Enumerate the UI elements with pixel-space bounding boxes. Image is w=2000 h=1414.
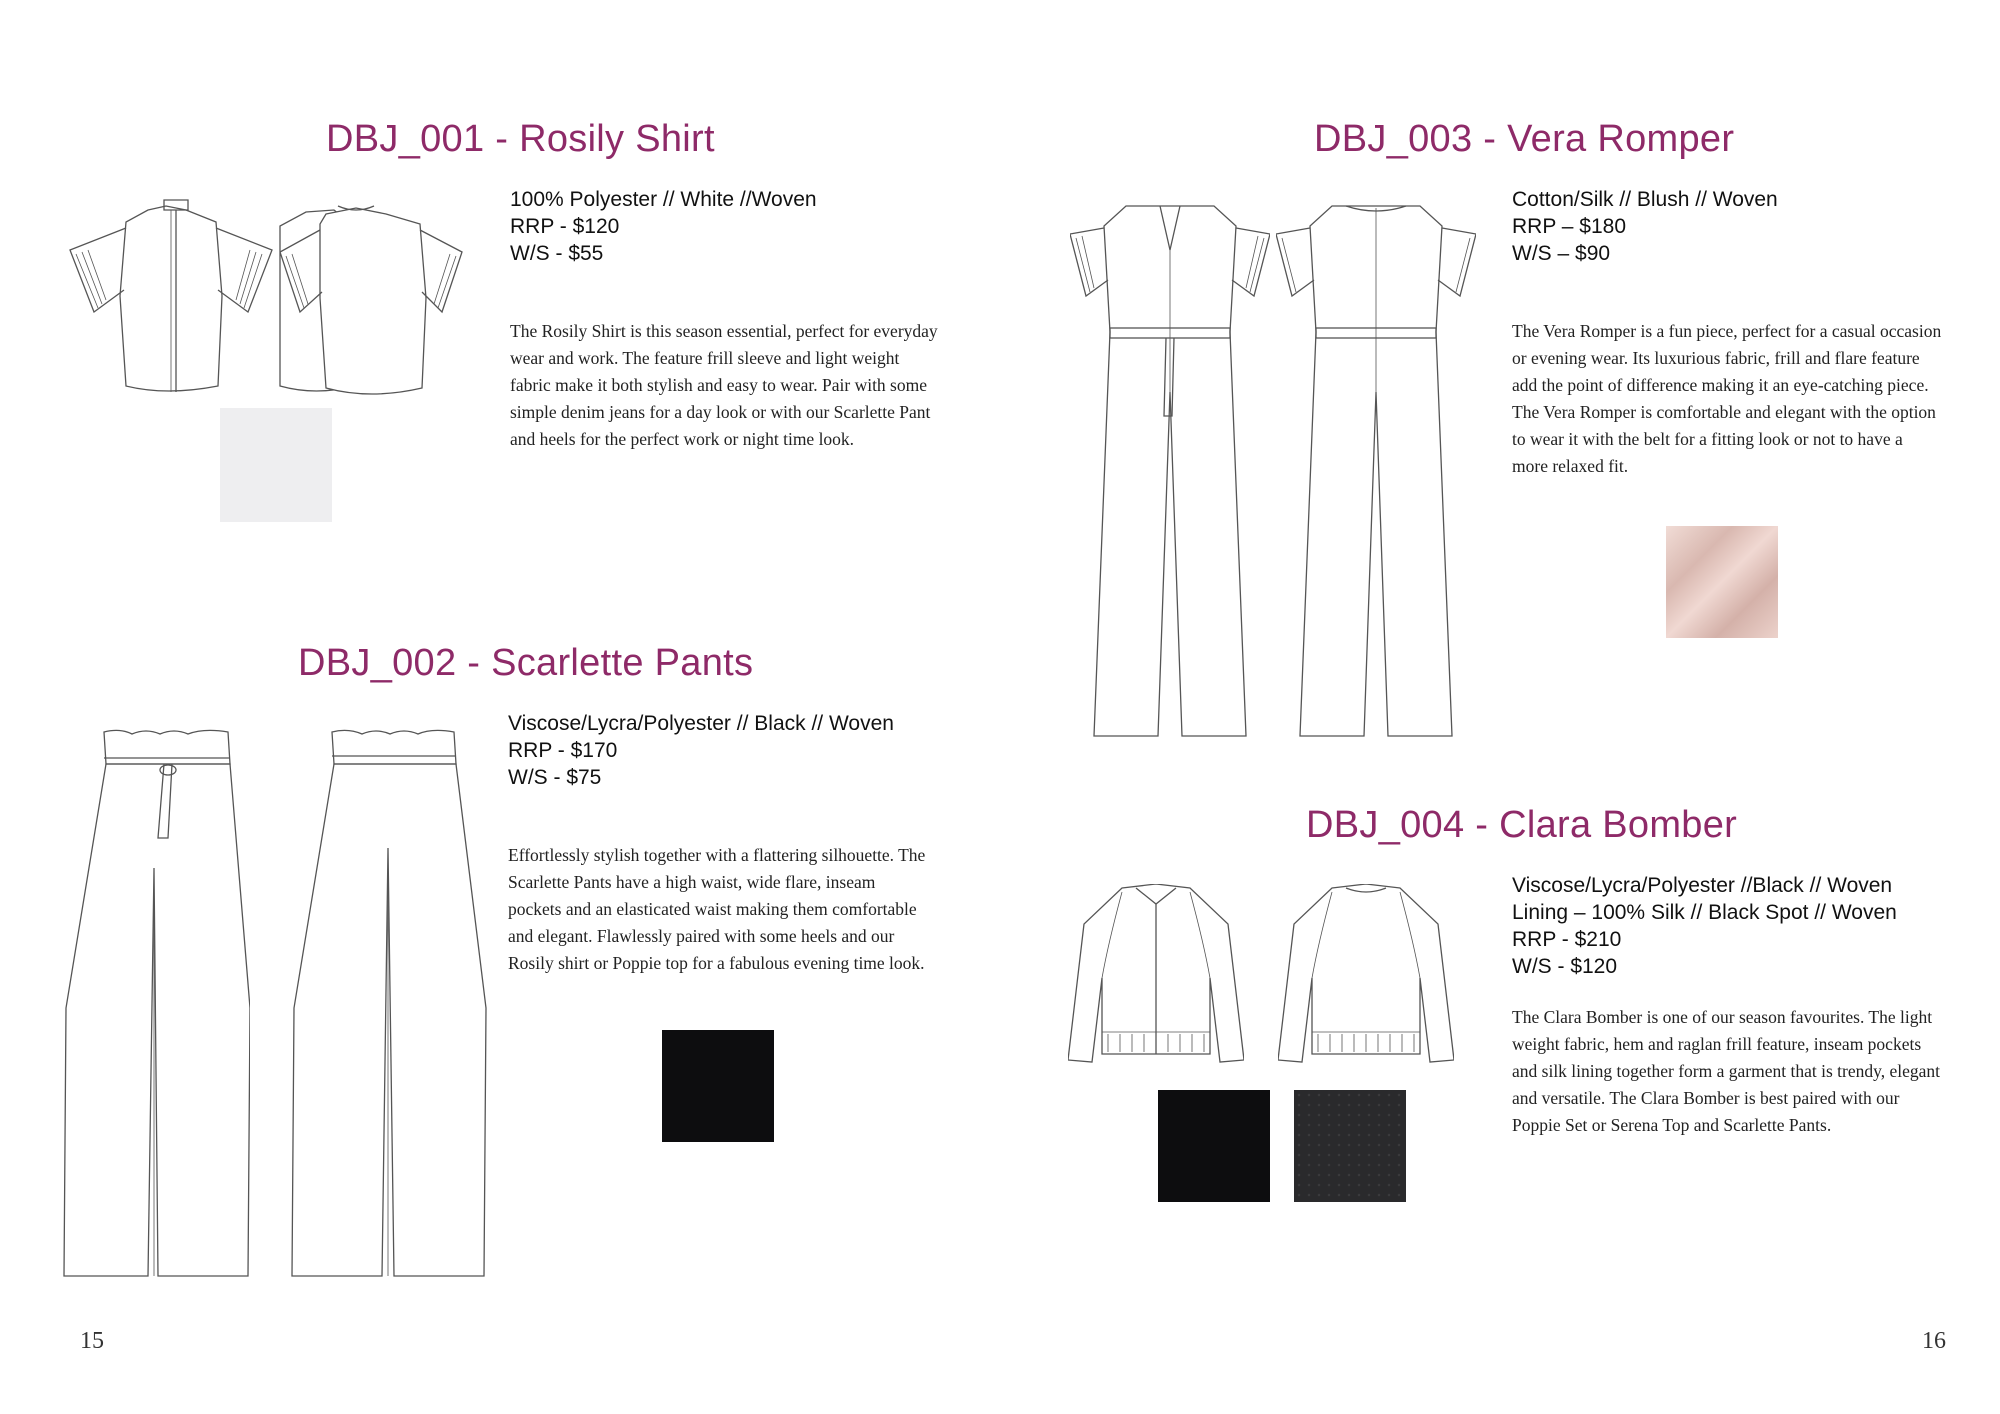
vera-romper-wholesale: W/S – $90 <box>1512 242 1611 265</box>
clara-bomber-description: The Clara Bomber is one of our season favourites. The light weight fabric, hem and raglan frill feature, inseam pockets and silk lining together form a garment that is trendy, elegant and versatile. The Clara Bomber is best paired with our Poppie Set or Serena Top and Scarlette Pants. <box>1512 1007 1940 1135</box>
black-fabric-swatch-clara <box>1158 1090 1270 1202</box>
product-title-scarlette-pants: DBJ_002 - Scarlette Pants <box>298 642 754 684</box>
scarlette-pants-rrp: RRP - $170 <box>508 739 618 762</box>
page-number-right: 16 <box>1922 1328 1946 1354</box>
clara-bomber-wholesale: W/S - $120 <box>1512 955 1618 978</box>
clara-bomber-lining: Lining – 100% Silk // Black Spot // Woven <box>1512 901 1897 924</box>
scarlette-pants-description: Effortlessly stylish together with a flattering silhouette. The Scarlette Pants have a high waist, wide flare, inseam pockets and an elasticated waist making them comfortable and elegant. Flawlessly paired with some heels and our Rosily shirt or Poppie top for a fabulous evening time look. <box>508 845 926 973</box>
vera-romper-fabric: Cotton/Silk // Blush // Woven <box>1512 188 1778 211</box>
clara-bomber-fabric: Viscose/Lycra/Polyester //Black // Woven <box>1512 874 1893 897</box>
rosily-shirt-back-sketch <box>280 200 480 400</box>
rosily-shirt-specs <box>510 186 817 267</box>
scarlette-pants-specs <box>508 710 894 791</box>
product-title-clara-bomber: DBJ_004 - Clara Bomber <box>1306 804 1738 846</box>
scarlette-pants-wholesale: W/S - $75 <box>508 766 602 789</box>
vera-romper-rrp: RRP – $180 <box>1512 215 1627 238</box>
product-title-rosily-shirt: DBJ_001 - Rosily Shirt <box>326 118 715 160</box>
vera-romper-front-sketch <box>1070 196 1270 742</box>
rosily-shirt-fabric: 100% Polyester // White //Woven <box>510 188 817 211</box>
rosily-shirt-rrp: RRP - $120 <box>510 215 620 238</box>
clara-bomber-front-sketch <box>1068 884 1244 1070</box>
clara-bomber-rrp: RRP - $210 <box>1512 928 1622 951</box>
clara-bomber-back-sketch <box>1278 884 1454 1070</box>
vera-romper-description: The Vera Romper is a fun piece, perfect for a casual occasion or evening wear. Its luxurious fabric, frill and flare feature add the point of difference making it an eye-catching piece. The Vera Romper is comfortable and elegant with the option to wear it with the belt for a fitting look or not to have a more relaxed fit. <box>1512 321 1942 476</box>
vera-romper-back-sketch <box>1276 196 1476 742</box>
scarlette-pants-fabric: Viscose/Lycra/Polyester // Black // Woven <box>508 712 894 735</box>
blush-fabric-swatch <box>1666 526 1778 638</box>
black-fabric-swatch-scarlette <box>662 1030 774 1142</box>
product-title-vera-romper: DBJ_003 - Vera Romper <box>1314 118 1735 160</box>
rosily-shirt-description: The Rosily Shirt is this season essential, perfect for everyday wear and work. The feature frill sleeve and light weight fabric make it both stylish and easy to wear. Pair with some simple denim jeans for a day look or with our Scarlette Pant and heels for the perfect work or night time look. <box>510 321 938 449</box>
black-spot-lining-swatch <box>1294 1090 1406 1202</box>
scarlette-pants-back-sketch <box>290 728 490 1280</box>
scarlette-pants-front-sketch <box>60 728 250 1280</box>
page-number-left: 15 <box>80 1328 104 1354</box>
white-fabric-swatch <box>220 408 332 522</box>
rosily-shirt-wholesale: W/S - $55 <box>510 242 604 265</box>
vera-romper-specs <box>1512 186 1778 267</box>
clara-bomber-specs <box>1512 872 1897 980</box>
